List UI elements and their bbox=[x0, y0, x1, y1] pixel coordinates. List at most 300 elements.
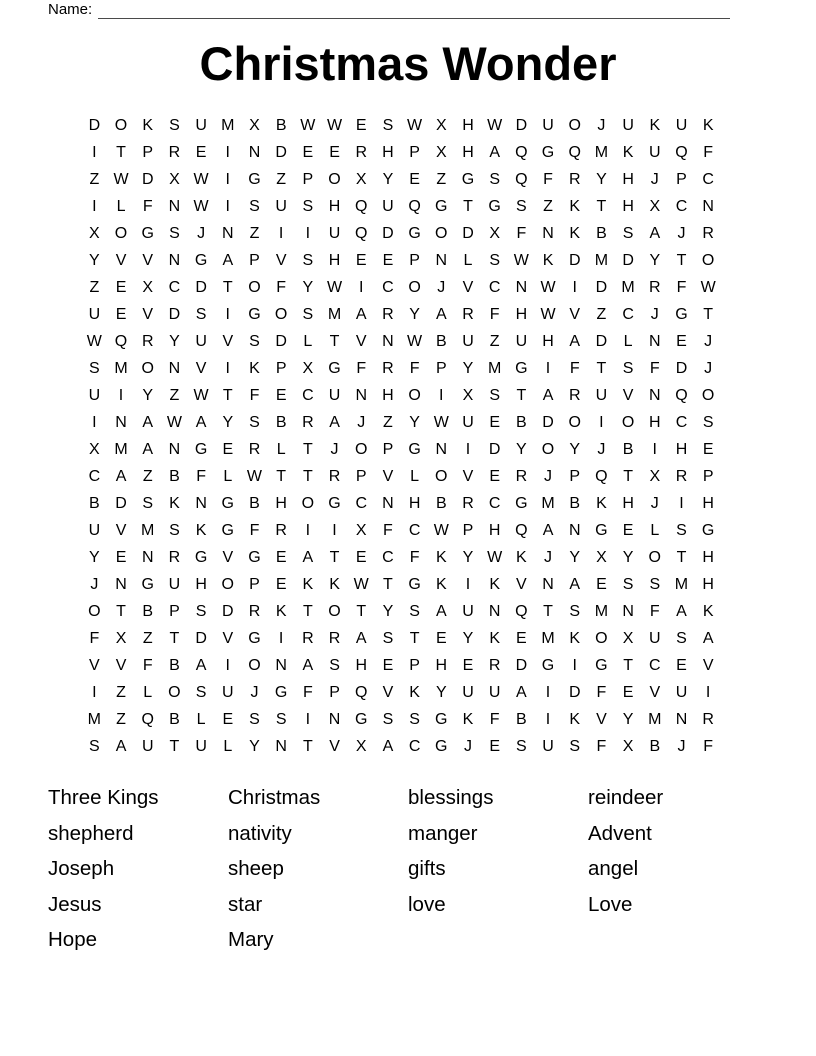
grid-letter: S bbox=[409, 710, 420, 728]
grid-letter: P bbox=[249, 251, 260, 269]
grid-letter: W bbox=[300, 116, 316, 134]
grid-letter: P bbox=[702, 467, 714, 485]
grid-letter: H bbox=[355, 656, 367, 674]
grid-letter: S bbox=[275, 710, 287, 728]
grid-letter: U bbox=[462, 683, 474, 701]
grid-letter: E bbox=[676, 332, 687, 350]
grid-letter: O bbox=[701, 386, 715, 404]
grid-letter: V bbox=[275, 251, 287, 269]
grid-letter: Q bbox=[354, 683, 368, 701]
grid-letter: N bbox=[275, 737, 287, 755]
grid-letter: S bbox=[169, 224, 180, 242]
grid-letter: U bbox=[88, 305, 101, 323]
word-bank-item: shepherd bbox=[48, 821, 134, 845]
grid-letter: J bbox=[250, 683, 259, 701]
grid-letter: R bbox=[248, 440, 261, 458]
grid-letter: U bbox=[328, 224, 341, 242]
grid-letter: W bbox=[407, 116, 423, 134]
grid-letter: W bbox=[540, 278, 556, 296]
grid-letter: Y bbox=[649, 251, 661, 269]
grid-letter: A bbox=[676, 602, 687, 620]
grid-letter: U bbox=[195, 116, 207, 134]
grid-letter: Z bbox=[89, 170, 100, 188]
grid-letter: Y bbox=[462, 629, 474, 647]
grid-letter: N bbox=[222, 224, 234, 242]
grid-letter: P bbox=[329, 683, 340, 701]
grid-letter: O bbox=[568, 413, 581, 431]
word-bank-item: love bbox=[408, 892, 446, 916]
grid-letter: K bbox=[569, 224, 581, 242]
grid-letter: I bbox=[439, 386, 444, 404]
grid-letter: C bbox=[702, 170, 714, 188]
grid-letter: P bbox=[676, 170, 687, 188]
grid-letter: N bbox=[435, 440, 448, 458]
grid-letter: U bbox=[462, 602, 474, 620]
grid-letter: L bbox=[276, 440, 286, 458]
grid-letter: E bbox=[382, 656, 394, 674]
grid-letter: N bbox=[382, 332, 394, 350]
grid-letter: I bbox=[465, 575, 471, 593]
grid-letter: U bbox=[328, 386, 341, 404]
grid-letter: D bbox=[488, 440, 501, 458]
grid-letter: P bbox=[409, 143, 420, 161]
grid-letter: H bbox=[515, 305, 528, 323]
grid-letter: W bbox=[700, 278, 716, 296]
grid-letter: X bbox=[596, 548, 607, 566]
grid-letter: N bbox=[115, 413, 127, 431]
grid-letter: R bbox=[141, 332, 154, 350]
grid-letter: C bbox=[675, 197, 688, 215]
grid-letter: I bbox=[118, 386, 124, 404]
grid-letter: M bbox=[594, 143, 609, 161]
grid-letter: S bbox=[249, 197, 260, 215]
grid-letter: P bbox=[249, 575, 260, 593]
grid-letter: I bbox=[652, 440, 657, 458]
word-bank-item: gifts bbox=[408, 857, 446, 881]
grid-letter: R bbox=[649, 278, 661, 296]
grid-letter: N bbox=[622, 602, 634, 620]
grid-letter: J bbox=[437, 278, 446, 296]
grid-letter: C bbox=[355, 494, 367, 512]
grid-letter: U bbox=[382, 197, 394, 215]
grid-letter: F bbox=[596, 737, 607, 755]
grid-letter: P bbox=[382, 440, 394, 458]
grid-letter: J bbox=[357, 413, 366, 431]
grid-letter: B bbox=[169, 467, 180, 485]
grid-letter: D bbox=[568, 683, 581, 701]
grid-letter: G bbox=[435, 737, 448, 755]
grid-letter: K bbox=[142, 116, 154, 134]
grid-letter: G bbox=[248, 305, 261, 323]
grid-letter: H bbox=[408, 494, 421, 512]
grid-letter: I bbox=[332, 521, 337, 539]
grid-letter: Y bbox=[409, 305, 420, 323]
grid-letter: K bbox=[195, 521, 207, 539]
grid-letter: S bbox=[195, 602, 207, 620]
grid-letter: T bbox=[222, 386, 233, 404]
grid-letter: H bbox=[622, 197, 634, 215]
grid-letter: E bbox=[355, 251, 367, 269]
grid-letter: S bbox=[195, 683, 207, 701]
grid-letter: X bbox=[142, 278, 154, 296]
grid-letter: Z bbox=[116, 683, 126, 701]
word-bank-item: Jesus bbox=[48, 892, 102, 916]
grid-letter: O bbox=[701, 251, 715, 269]
grid-letter: S bbox=[382, 116, 394, 134]
grid-letter: Y bbox=[382, 602, 394, 620]
grid-letter: T bbox=[623, 467, 633, 485]
grid-letter: B bbox=[596, 224, 607, 242]
grid-letter: D bbox=[275, 143, 287, 161]
grid-letter: H bbox=[542, 332, 554, 350]
grid-letter: K bbox=[702, 116, 714, 134]
grid-letter: R bbox=[488, 656, 501, 674]
grid-letter: K bbox=[169, 494, 180, 512]
grid-letter: H bbox=[462, 116, 474, 134]
grid-letter: E bbox=[516, 629, 527, 647]
grid-letter: V bbox=[622, 386, 634, 404]
grid-letter: N bbox=[195, 494, 207, 512]
grid-letter: W bbox=[193, 170, 209, 188]
grid-letter: T bbox=[302, 737, 313, 755]
grid-letter: E bbox=[596, 575, 607, 593]
grid-letter: U bbox=[622, 116, 634, 134]
grid-letter: K bbox=[462, 710, 474, 728]
grid-letter: N bbox=[649, 332, 661, 350]
grid-letter: W bbox=[326, 116, 343, 134]
grid-letter: T bbox=[329, 548, 340, 566]
grid-letter: F bbox=[489, 710, 500, 728]
grid-letter: R bbox=[275, 521, 287, 539]
grid-letter: W bbox=[513, 251, 529, 269]
grid-letter: G bbox=[328, 359, 341, 377]
grid-letter: R bbox=[702, 224, 714, 242]
grid-letter: R bbox=[568, 386, 581, 404]
grid-letter: L bbox=[463, 251, 473, 269]
grid-letter: Y bbox=[596, 170, 607, 188]
grid-letter: Y bbox=[409, 413, 420, 431]
grid-letter: Z bbox=[383, 413, 393, 431]
grid-letter: U bbox=[222, 683, 234, 701]
grid-letter: D bbox=[515, 656, 528, 674]
grid-letter: G bbox=[141, 224, 154, 242]
grid-letter: T bbox=[276, 467, 287, 485]
grid-letter: W bbox=[193, 386, 209, 404]
grid-letter: O bbox=[114, 116, 128, 134]
grid-letter: J bbox=[650, 494, 659, 512]
grid-letter: E bbox=[355, 548, 367, 566]
grid-letter: P bbox=[275, 359, 287, 377]
grid-letter: S bbox=[676, 629, 687, 647]
grid-letter: F bbox=[356, 359, 367, 377]
name-label: Name: bbox=[48, 1, 93, 18]
grid-letter: T bbox=[623, 656, 633, 674]
grid-letter: C bbox=[622, 305, 634, 323]
grid-letter: E bbox=[195, 143, 207, 161]
grid-letter: A bbox=[195, 413, 207, 431]
grid-letter: M bbox=[541, 629, 555, 647]
grid-letter: S bbox=[302, 305, 314, 323]
grid-letter: Q bbox=[515, 521, 528, 539]
grid-letter: F bbox=[543, 170, 553, 188]
grid-letter: D bbox=[141, 170, 154, 188]
grid-letter: E bbox=[222, 710, 234, 728]
grid-letter: I bbox=[225, 359, 230, 377]
grid-letter: B bbox=[249, 494, 260, 512]
grid-letter: V bbox=[462, 467, 474, 485]
grid-letter: M bbox=[141, 521, 155, 539]
grid-letter: O bbox=[621, 413, 635, 431]
grid-letter: F bbox=[569, 359, 580, 377]
grid-letter: B bbox=[622, 440, 634, 458]
grid-letter: P bbox=[409, 656, 420, 674]
grid-letter: P bbox=[169, 602, 180, 620]
grid-letter: N bbox=[675, 710, 688, 728]
grid-letter: E bbox=[489, 737, 500, 755]
grid-letter: H bbox=[435, 656, 448, 674]
grid-letter: Z bbox=[436, 170, 447, 188]
grid-letter: O bbox=[274, 305, 288, 323]
grid-letter: U bbox=[675, 116, 688, 134]
grid-letter: N bbox=[141, 548, 154, 566]
grid-letter: E bbox=[489, 467, 500, 485]
grid-letter: Y bbox=[222, 413, 234, 431]
grid-letter: Q bbox=[354, 224, 368, 242]
grid-letter: J bbox=[704, 332, 713, 350]
grid-letter: A bbox=[142, 413, 154, 431]
grid-letter: I bbox=[599, 413, 604, 431]
grid-letter: W bbox=[246, 467, 263, 485]
grid-letter: I bbox=[278, 629, 284, 647]
grid-letter: X bbox=[355, 521, 367, 539]
grid-letter: Q bbox=[141, 710, 154, 728]
grid-letter: X bbox=[435, 143, 447, 161]
grid-letter: C bbox=[88, 467, 101, 485]
grid-letter: I bbox=[545, 683, 551, 701]
grid-letter: K bbox=[409, 683, 420, 701]
grid-letter: V bbox=[462, 278, 474, 296]
grid-letter: K bbox=[275, 602, 287, 620]
grid-letter: K bbox=[516, 548, 527, 566]
grid-letter: G bbox=[541, 143, 555, 161]
grid-letter: F bbox=[703, 143, 714, 161]
grid-letter: O bbox=[88, 602, 101, 620]
grid-letter: U bbox=[88, 521, 101, 539]
word-bank-item: Love bbox=[588, 892, 633, 916]
grid-letter: E bbox=[115, 278, 127, 296]
grid-letter: O bbox=[221, 575, 234, 593]
grid-letter: E bbox=[115, 305, 127, 323]
grid-letter: I bbox=[225, 143, 230, 161]
grid-letter: S bbox=[329, 656, 340, 674]
grid-letter: E bbox=[622, 683, 634, 701]
grid-letter: Q bbox=[675, 143, 688, 161]
grid-letter: Y bbox=[302, 278, 314, 296]
grid-letter: H bbox=[622, 494, 634, 512]
grid-letter: I bbox=[278, 224, 284, 242]
grid-letter: Y bbox=[435, 683, 447, 701]
grid-letter: J bbox=[197, 224, 206, 242]
grid-letter: T bbox=[329, 332, 340, 350]
grid-letter: Q bbox=[515, 602, 528, 620]
grid-letter: L bbox=[623, 332, 633, 350]
grid-letter: T bbox=[169, 629, 180, 647]
grid-letter: J bbox=[90, 575, 99, 593]
grid-letter: U bbox=[462, 332, 474, 350]
grid-letter: F bbox=[676, 278, 687, 296]
grid-letter: D bbox=[462, 224, 474, 242]
grid-letter: J bbox=[677, 224, 686, 242]
grid-letter: A bbox=[569, 332, 581, 350]
grid-letter: R bbox=[355, 143, 367, 161]
grid-letter: P bbox=[302, 170, 314, 188]
grid-letter: E bbox=[676, 656, 687, 674]
word-bank-item: Christmas bbox=[228, 786, 321, 809]
grid-letter: V bbox=[596, 710, 607, 728]
grid-letter: F bbox=[383, 521, 393, 539]
grid-letter: D bbox=[168, 305, 181, 323]
grid-letter: Q bbox=[595, 467, 608, 485]
grid-letter: Y bbox=[89, 251, 100, 269]
grid-letter: E bbox=[275, 386, 287, 404]
grid-letter: T bbox=[222, 278, 233, 296]
grid-letter: F bbox=[249, 386, 260, 404]
grid-letter: M bbox=[114, 440, 128, 458]
grid-letter: T bbox=[169, 737, 180, 755]
grid-letter: A bbox=[489, 143, 500, 161]
grid-letter: K bbox=[542, 251, 554, 269]
grid-letter: S bbox=[649, 575, 661, 593]
grid-letter: N bbox=[168, 197, 181, 215]
grid-letter: E bbox=[275, 548, 287, 566]
grid-letter: S bbox=[249, 710, 260, 728]
grid-letter: X bbox=[249, 116, 260, 134]
grid-letter: Z bbox=[116, 710, 126, 728]
grid-letter: E bbox=[382, 251, 394, 269]
grid-letter: G bbox=[435, 710, 448, 728]
grid-letter: V bbox=[115, 521, 127, 539]
grid-letter: Y bbox=[169, 332, 180, 350]
grid-letter: W bbox=[433, 413, 449, 431]
grid-letter: S bbox=[195, 305, 207, 323]
grid-letter: H bbox=[675, 440, 688, 458]
grid-letter: E bbox=[115, 548, 127, 566]
grid-letter: A bbox=[542, 521, 554, 539]
grid-letter: T bbox=[302, 467, 313, 485]
grid-letter: D bbox=[515, 116, 528, 134]
grid-letter: D bbox=[222, 602, 234, 620]
grid-letter: I bbox=[225, 170, 230, 188]
grid-letter: B bbox=[649, 737, 661, 755]
grid-letter: R bbox=[302, 629, 314, 647]
grid-letter: B bbox=[435, 332, 447, 350]
grid-letter: K bbox=[569, 710, 581, 728]
grid-letter: U bbox=[675, 683, 688, 701]
grid-letter: E bbox=[435, 629, 447, 647]
grid-letter: V bbox=[382, 467, 394, 485]
grid-letter: O bbox=[568, 116, 581, 134]
grid-letter: H bbox=[702, 575, 714, 593]
word-bank-item: sheep bbox=[228, 857, 284, 881]
grid-letter: R bbox=[515, 467, 528, 485]
grid-letter: Q bbox=[408, 197, 421, 215]
grid-letter: O bbox=[328, 170, 341, 188]
grid-letter: N bbox=[542, 575, 554, 593]
grid-letter: R bbox=[328, 629, 341, 647]
grid-letter: V bbox=[702, 656, 714, 674]
grid-letter: W bbox=[487, 548, 503, 566]
word-bank-item: Joseph bbox=[48, 857, 115, 881]
grid-letter: B bbox=[435, 494, 447, 512]
grid-letter: K bbox=[329, 575, 340, 593]
grid-letter: J bbox=[677, 737, 686, 755]
grid-letter: I bbox=[572, 656, 577, 674]
grid-letter: E bbox=[302, 143, 314, 161]
grid-letter: N bbox=[435, 251, 448, 269]
grid-letter: I bbox=[92, 683, 97, 701]
grid-letter: I bbox=[358, 278, 364, 296]
grid-letter: Y bbox=[622, 548, 634, 566]
grid-letter: M bbox=[674, 575, 689, 593]
grid-letter: L bbox=[143, 683, 153, 701]
grid-letter: Y bbox=[569, 440, 581, 458]
grid-letter: V bbox=[195, 359, 207, 377]
grid-letter: N bbox=[355, 386, 367, 404]
grid-letter: D bbox=[595, 332, 608, 350]
grid-letter: H bbox=[488, 521, 501, 539]
grid-letter: G bbox=[248, 629, 261, 647]
grid-letter: G bbox=[595, 656, 608, 674]
grid-letter: T bbox=[383, 575, 393, 593]
grid-letter: K bbox=[622, 143, 634, 161]
grid-letter: O bbox=[408, 386, 421, 404]
grid-letter: N bbox=[248, 143, 261, 161]
word-bank-column bbox=[408, 780, 588, 958]
name-write-line bbox=[98, 2, 730, 19]
grid-letter: U bbox=[515, 332, 528, 350]
grid-letter: D bbox=[195, 629, 207, 647]
grid-letter: V bbox=[516, 575, 527, 593]
grid-letter: C bbox=[408, 521, 421, 539]
grid-letter: K bbox=[649, 116, 661, 134]
grid-letter: H bbox=[275, 494, 287, 512]
grid-letter: G bbox=[194, 440, 208, 458]
grid-letter: D bbox=[115, 494, 127, 512]
grid-letter: J bbox=[597, 116, 606, 134]
grid-letter: Z bbox=[169, 386, 180, 404]
grid-letter: V bbox=[142, 251, 154, 269]
grid-letter: N bbox=[168, 440, 181, 458]
grid-letter: V bbox=[222, 332, 234, 350]
grid-letter: S bbox=[622, 359, 634, 377]
grid-letter: G bbox=[248, 548, 261, 566]
grid-letter: A bbox=[355, 629, 367, 647]
grid-letter: J bbox=[650, 305, 659, 323]
grid-letter: M bbox=[621, 278, 635, 296]
grid-letter: X bbox=[169, 170, 180, 188]
grid-letter: J bbox=[463, 737, 472, 755]
grid-letter: W bbox=[540, 305, 556, 323]
grid-letter: F bbox=[409, 359, 420, 377]
grid-letter: Y bbox=[89, 548, 100, 566]
grid-letter: L bbox=[410, 467, 420, 485]
grid-letter: R bbox=[382, 305, 394, 323]
grid-letter: B bbox=[275, 116, 287, 134]
grid-letter: Z bbox=[489, 332, 500, 350]
grid-letter: G bbox=[274, 683, 288, 701]
grid-letter: K bbox=[489, 575, 500, 593]
grid-letter: G bbox=[541, 656, 555, 674]
